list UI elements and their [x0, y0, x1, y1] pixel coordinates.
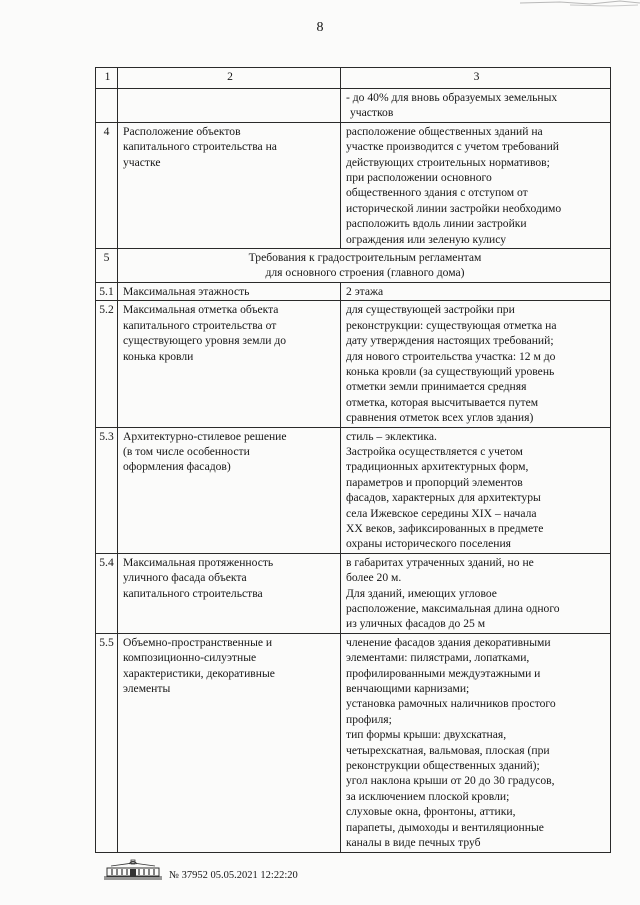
value-line: фасадов, характерных для архитектуры: [346, 491, 541, 505]
section-title: [118, 249, 611, 283]
number-sign: №: [169, 870, 180, 881]
value-line: участке производится с учетом требований: [346, 140, 559, 154]
row-value-cell: [341, 122, 611, 248]
value-line: венчающими карнизами;: [346, 682, 470, 696]
name-line: капитального строительства: [123, 586, 263, 600]
value-line: за исключением плоской кровли;: [346, 789, 510, 803]
row-number-cell: [96, 89, 118, 123]
name-line: уличного фасада объекта: [123, 571, 247, 585]
table-row: [96, 122, 611, 248]
stamp-datetime: 05.05.2021 12:22:20: [210, 870, 298, 881]
value-line: профиля;: [346, 712, 392, 726]
value-line: расположить вдоль линии застройки: [346, 217, 527, 231]
header-col-3: 3: [341, 68, 611, 89]
table-row: [96, 427, 611, 553]
section-header-row: [96, 249, 611, 283]
row-number: 5.3: [96, 427, 118, 553]
table-row: [96, 633, 611, 852]
name-line: капитального строительства на: [123, 140, 277, 154]
stamp-text: [169, 870, 298, 881]
page-number: 8: [316, 20, 324, 35]
table-row: [96, 553, 611, 633]
value-line: парапеты, дымоходы и вентиляционные: [346, 820, 544, 834]
value-line: установка рамочных наличников простого: [346, 697, 556, 711]
row-name-cell: [118, 282, 341, 300]
value-line: для существующей застройки при: [346, 303, 515, 317]
value-line: каналы в виде печных труб: [346, 836, 481, 850]
name-line: конька кровли: [123, 349, 194, 363]
name-line: Максимальная отметка объекта: [123, 303, 279, 317]
row-value-cell: [341, 89, 611, 123]
row-value-cell: [341, 282, 611, 300]
value-line: более 20 м.: [346, 571, 402, 585]
value-line: из уличных фасадов до 25 м: [346, 617, 486, 631]
value-line: отметки земли принимается средняя: [346, 380, 527, 394]
row-number: 4: [96, 122, 118, 248]
name-line: Расположение объектов: [123, 124, 241, 138]
value-line: Для зданий, имеющих угловое: [346, 586, 497, 600]
name-line: элементы: [123, 682, 171, 696]
row-name-cell: [118, 122, 341, 248]
value-line: расположение, максимальная длина одного: [346, 602, 560, 615]
value-line: дату утверждения настоящих требований;: [346, 334, 554, 348]
row-number: 5.1: [96, 282, 118, 300]
value-line: членение фасадов здания декоративными: [346, 635, 551, 649]
name-line: Архитектурно-стилевое решение: [123, 429, 287, 443]
value-line: параметров и пропорций элементов: [346, 475, 523, 489]
table-row: [96, 301, 611, 427]
value-line: расположение общественных зданий на: [346, 124, 543, 138]
row-value-cell: [341, 553, 611, 633]
value-line: исторической линии застройки необходимо: [346, 201, 562, 215]
value-line: - до 40% для вновь образуемых земельных: [346, 91, 558, 104]
value-line: реконструкции: существующая отметка на: [346, 318, 557, 332]
value-line: села Ижевское середины XIX – начала: [346, 506, 537, 520]
value-line: действующих строительных нормативов;: [346, 155, 550, 169]
value-line: отметка, которая высчитывается путем: [346, 395, 539, 409]
name-line: оформления фасадов): [123, 460, 231, 474]
table-row: [96, 89, 611, 123]
value-line: ограждения или зеленую кулису: [346, 232, 507, 246]
row-name-cell: [118, 301, 341, 427]
building-emblem-icon: [103, 858, 163, 880]
row-name-cell: [118, 553, 341, 633]
value-line: XX веков, зафиксированных в предмете: [346, 521, 544, 535]
value-line: при расположении основного: [346, 171, 492, 185]
scan-artifact: [500, 0, 640, 8]
row-number: 5.5: [96, 633, 118, 852]
row-name-cell: [118, 633, 341, 852]
row-number: 5.2: [96, 301, 118, 427]
name-line: участке: [123, 155, 161, 169]
value-line: элементами: пилястрами, лопатками,: [346, 651, 530, 665]
document-stamp: [95, 858, 325, 892]
value-line: четырехскатная, вальмовая, плоская (при: [346, 743, 550, 757]
value-line: конька кровли (за существующий уровень: [346, 364, 555, 378]
row-name-cell: [118, 89, 341, 123]
document-number: 37952: [181, 870, 208, 881]
value-line: угол наклона крыши от 20 до 30 градусов,: [346, 774, 555, 788]
table-row: [96, 282, 611, 300]
row-name-cell: [118, 427, 341, 553]
row-number: 5.4: [96, 553, 118, 633]
name-line: Максимальная протяженность: [123, 555, 274, 569]
value-line: традиционных архитектурных форм,: [346, 460, 529, 474]
row-value-cell: [341, 633, 611, 852]
value-line: реконструкции общественных зданий);: [346, 759, 540, 773]
name-line: капитального строительства от: [123, 318, 277, 332]
name-line: (в том числе особенности: [123, 444, 250, 458]
value-line: в габаритах утраченных зданий, но не: [346, 555, 534, 569]
value-line: Застройка осуществляется с учетом: [346, 444, 523, 458]
value-line: для нового строительства участка: 12 м до: [346, 349, 556, 363]
value-line: слуховые окна, фронтоны, аттики,: [346, 805, 516, 819]
value-line: тип формы крыши: двухскатная,: [346, 728, 507, 742]
name-line: характеристики, декоративные: [123, 666, 275, 680]
value-line: 2 этажа: [346, 284, 384, 298]
name-line: Объемно-пространственные и: [123, 635, 273, 649]
section-title-line: Требования к градостроительным регламентам: [248, 251, 482, 265]
value-line: охраны исторического поселения: [346, 537, 512, 551]
row-value-cell: [341, 301, 611, 427]
name-line: композиционно-силуэтные: [123, 651, 257, 665]
name-line: Максимальная этажность: [123, 284, 250, 298]
value-line: общественного здания с отступом от: [346, 186, 528, 200]
row-number: 5: [96, 249, 118, 283]
header-col-1: 1: [96, 68, 118, 89]
header-row: [96, 68, 611, 89]
value-line: профилированными междуэтажными и: [346, 666, 541, 680]
section-title-line: для основного строения (главного дома): [265, 266, 465, 280]
regulations-table: [95, 67, 611, 853]
name-line: существующего уровня земли до: [123, 334, 287, 348]
value-line: сравнения отметок всех углов здания): [346, 411, 534, 425]
header-col-2: 2: [118, 68, 341, 89]
row-value-cell: [341, 427, 611, 553]
value-line: стиль – эклектика.: [346, 429, 437, 443]
value-line: участков: [350, 106, 394, 120]
